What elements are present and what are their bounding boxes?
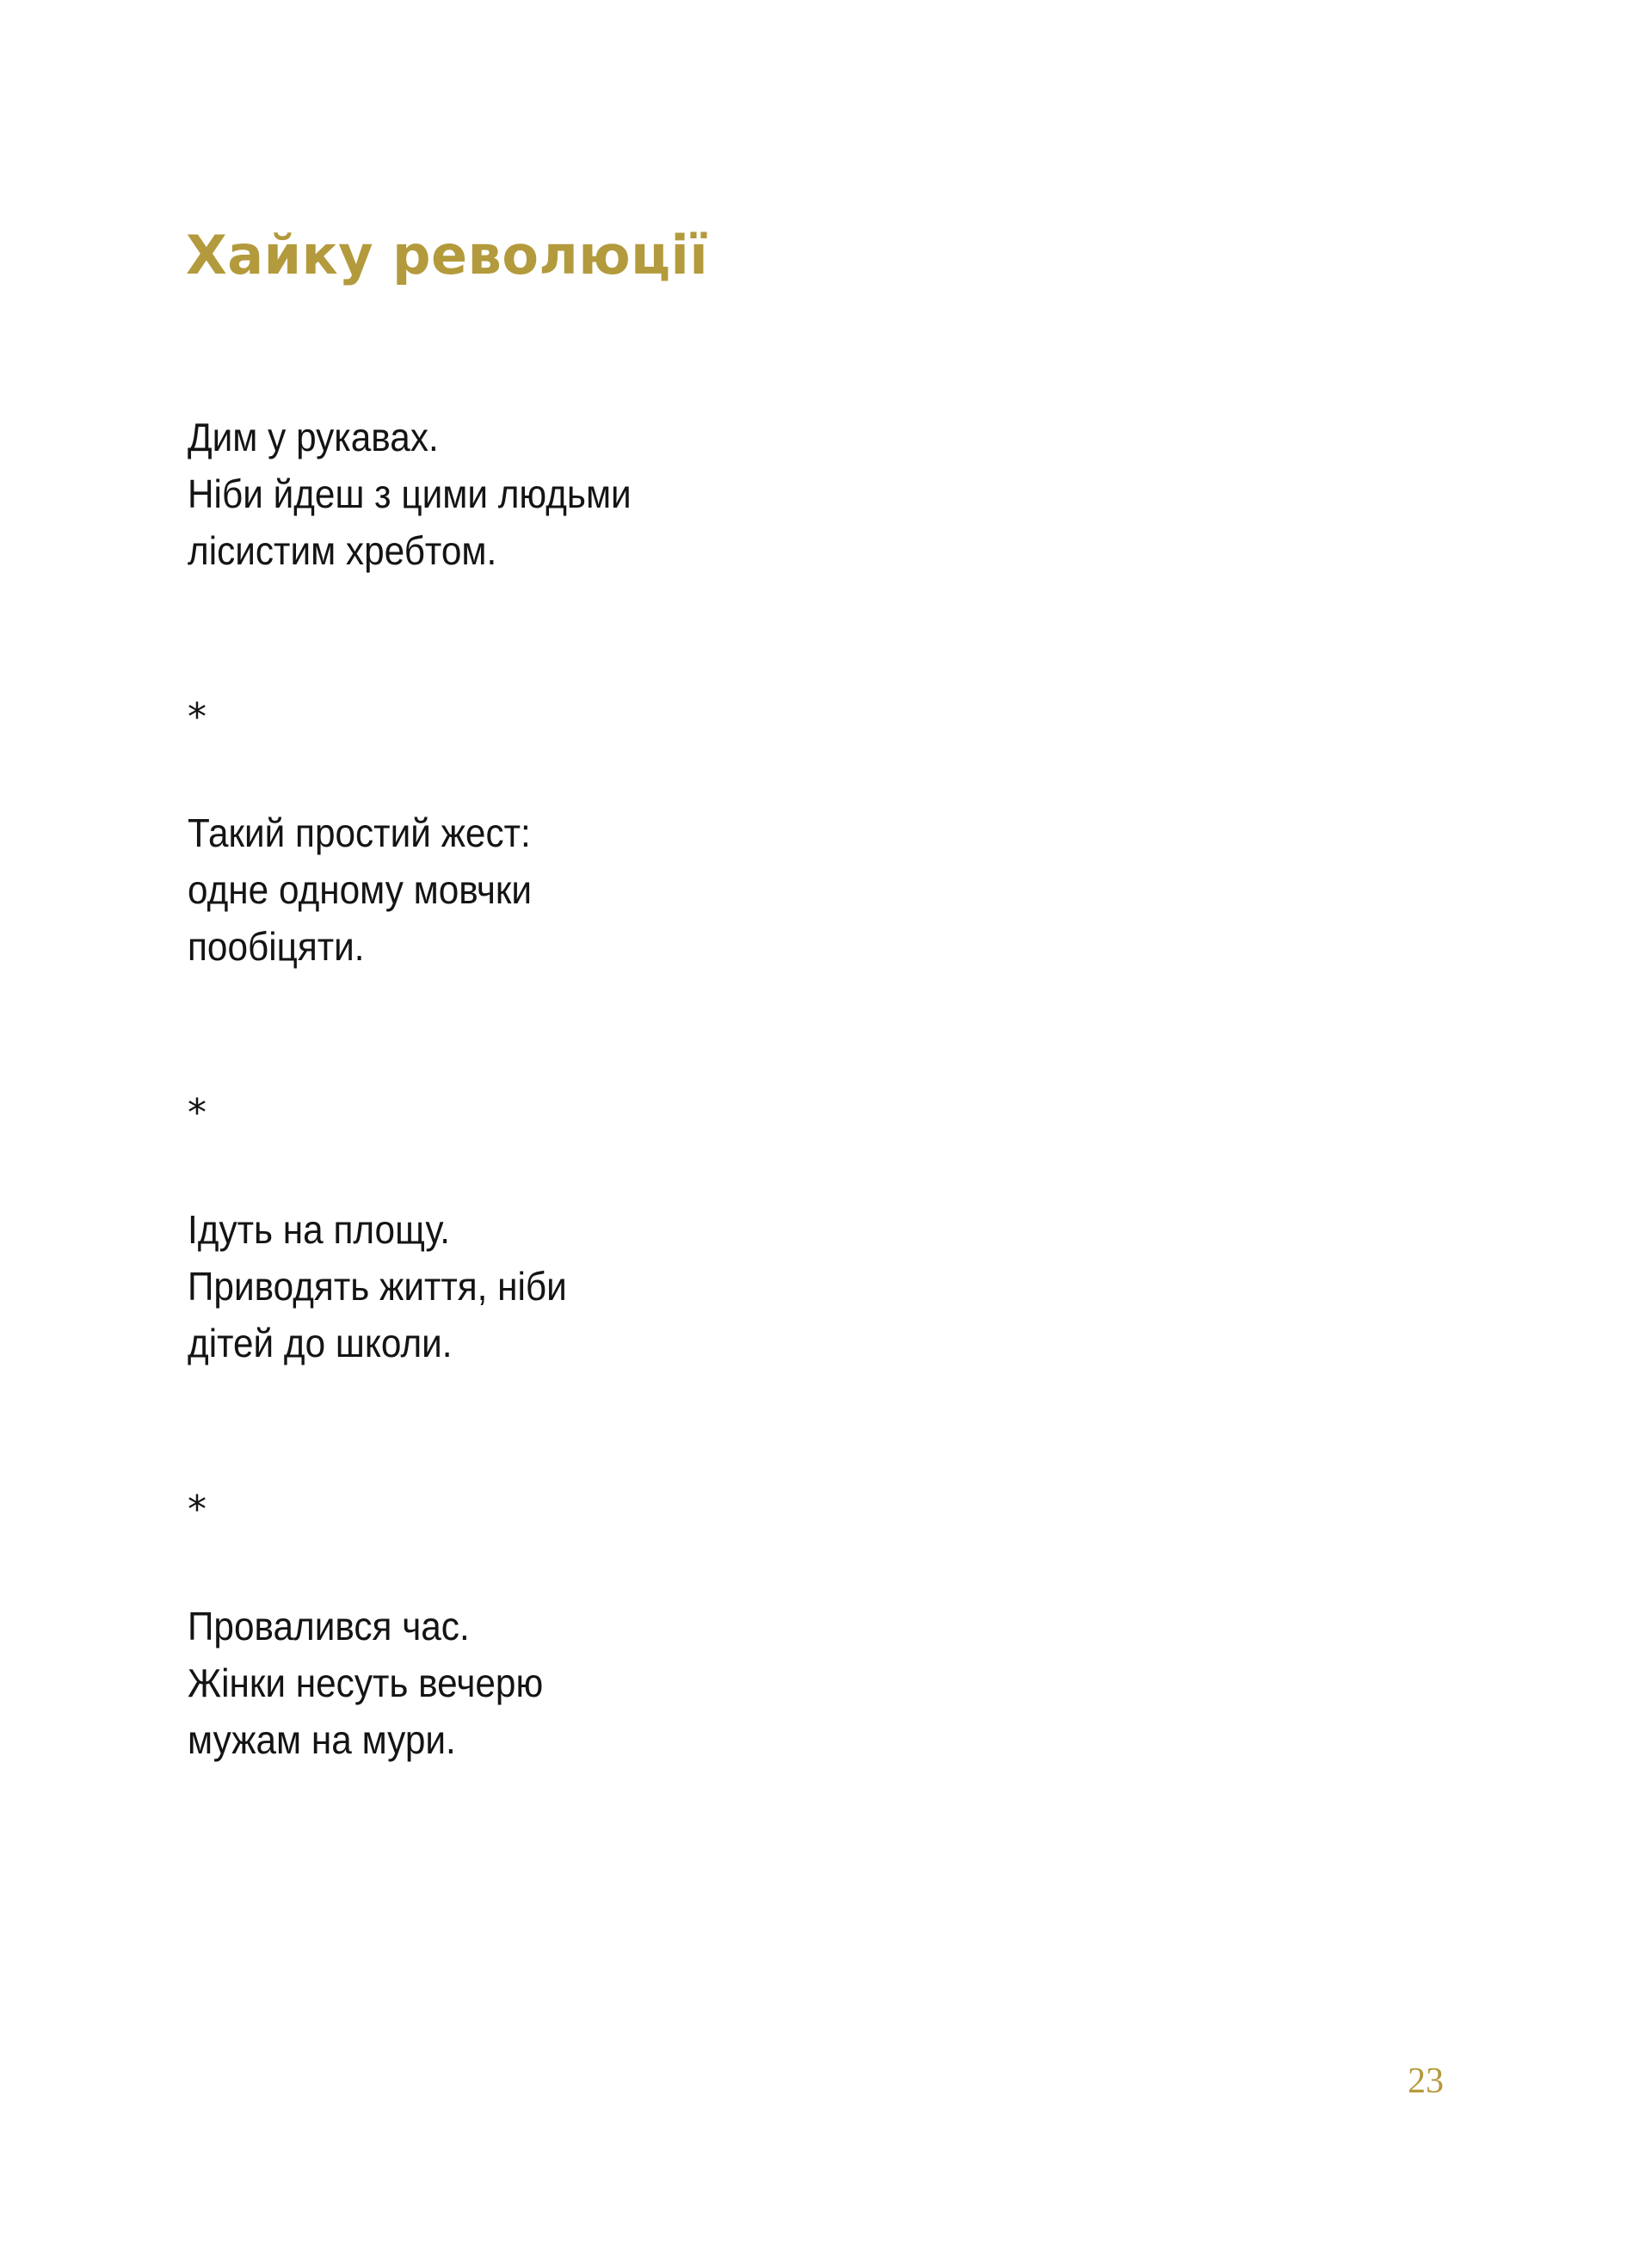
poem-title: Хайку революції [186,224,709,287]
stanza-4 [188,1598,543,1768]
stanza-2 [188,804,532,975]
stanza-line: Ніби йдеш з цими людьми [188,471,632,516]
stanza-line: Такий простий жест: [188,810,531,855]
asterisk-separator: * [188,695,206,739]
stanza-line: одне одному мовчки [188,867,533,912]
stanza-3 [188,1201,567,1371]
stanza-line: дітей до школи. [188,1321,453,1365]
stanza-line: Дим у рукавах. [188,415,439,459]
stanza-line: пообіцяти. [188,924,365,969]
stanza-line: Ідуть на площу. [188,1207,451,1252]
stanza-line: Провалився час. [188,1604,470,1648]
stanza-line: Жінки несуть вечерю [188,1661,544,1705]
page-number: 23 [1408,2061,1444,2101]
stanza-line: мужам на мури. [188,1717,456,1762]
asterisk-separator: * [188,1091,206,1135]
stanza-line: лісистим хребтом. [188,528,497,573]
stanza-1 [188,409,632,579]
asterisk-separator: * [188,1488,206,1531]
stanza-line: Приводять життя, ніби [188,1264,567,1309]
